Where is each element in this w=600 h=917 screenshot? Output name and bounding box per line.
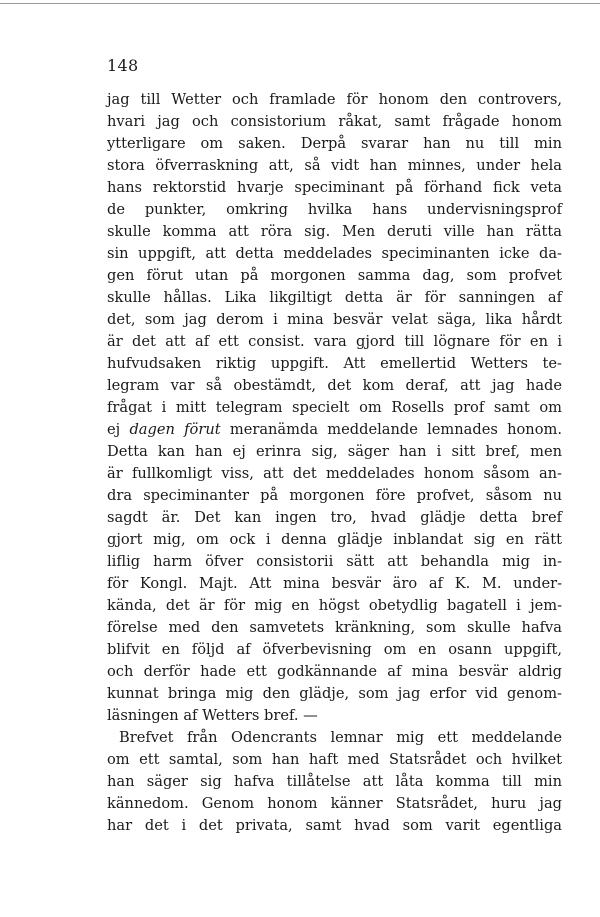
- text-segment: förelse med den samvetets kränkning, som skulle hafva: [107, 619, 562, 636]
- text-segment: gjort mig, om ock i denna glädje inblandat sig en rätt: [107, 531, 562, 548]
- text-line: [107, 595, 562, 617]
- text-segment: dra speciminanter på morgonen före profvet, såsom nu: [107, 487, 562, 504]
- text-segment: liflig harm öfver consistorii sätt att behandla mig in-: [107, 553, 562, 570]
- text-line: [107, 551, 562, 573]
- text-segment: det, som jag derom i mina besvär velat säga, lika hårdt: [107, 311, 562, 328]
- text-line: [107, 111, 562, 133]
- top-edge-rule: [0, 3, 600, 4]
- text-segment: skulle komma att röra sig. Men deruti ville han rätta: [107, 223, 562, 240]
- text-line: [107, 89, 562, 111]
- text-line: [107, 177, 562, 199]
- text-segment: blifvit en följd af öfverbevisning om en osann uppgift,: [107, 641, 562, 658]
- text-segment: hans rektorstid hvarje speciminant på förhand fick veta: [107, 179, 562, 196]
- text-line: [107, 309, 562, 331]
- text-line: [107, 375, 562, 397]
- text-line: [107, 573, 562, 595]
- text-line: [107, 221, 562, 243]
- text-line: [107, 441, 562, 463]
- text-line: [107, 749, 562, 771]
- text-segment: och derför hade ett godkännande af mina besvär aldrig: [107, 663, 562, 680]
- text-segment: hvari jag och consistorium råkat, samt frågade honom: [107, 113, 562, 130]
- text-segment: hufvudsaken riktig uppgift. Att emellertid Wetters te-: [107, 355, 562, 372]
- text-segment: legram var så obestämdt, det kom deraf, att jag hade: [107, 377, 562, 394]
- text-line: [107, 397, 562, 419]
- text-line: [107, 639, 562, 661]
- text-line: [107, 507, 562, 529]
- text-segment: Brefvet från Odencrants lemnar mig ett meddelande: [119, 729, 562, 746]
- text-segment: de punkter, omkring hvilka hans undervisningsprof: [107, 201, 562, 218]
- text-segment: kunnat bringa mig den glädje, som jag erfor vid genom-: [107, 685, 562, 702]
- italic-phrase: dagen förut: [129, 421, 221, 438]
- text-line: [107, 243, 562, 265]
- text-line: [107, 771, 562, 793]
- text-line: [107, 133, 562, 155]
- text-segment: kända, det är för mig en högst obetydlig bagatell i jem-: [107, 597, 562, 614]
- text-segment: har det i det privata, samt hvad som varit egentliga: [107, 817, 562, 834]
- text-segment: är det att af ett consist. vara gjord till lögnare för en i: [107, 333, 562, 350]
- text-line: [107, 727, 562, 749]
- text-segment: skulle hållas. Lika likgiltigt detta är för sanningen af: [107, 289, 562, 306]
- text-segment: ytterligare om saken. Derpå svarar han nu till min: [107, 135, 562, 152]
- page-number: 148: [107, 56, 139, 75]
- text-line: [107, 705, 562, 727]
- text-line: [107, 199, 562, 221]
- text-segment: Detta kan han ej erinra sig, säger han i sitt bref, men: [107, 443, 562, 460]
- text-segment: gen förut utan på morgonen samma dag, som profvet: [107, 267, 562, 284]
- text-line: [107, 331, 562, 353]
- text-segment: kännedom. Genom honom känner Statsrådet, huru jag: [107, 795, 562, 812]
- text-line: [107, 815, 562, 837]
- text-line: [107, 617, 562, 639]
- text-line: [107, 419, 562, 441]
- text-segment: meranämda meddelande lemnades honom.: [220, 421, 562, 438]
- text-segment: är fullkomligt viss, att det meddelades honom såsom an-: [107, 465, 562, 482]
- text-line: [107, 661, 562, 683]
- text-segment: för Kongl. Majt. Att mina besvär äro af K. M. under-: [107, 575, 562, 592]
- text-line: [107, 287, 562, 309]
- text-line: [107, 529, 562, 551]
- text-line: [107, 265, 562, 287]
- text-segment: jag till Wetter och framlade för honom den controvers,: [107, 91, 562, 108]
- text-line: [107, 793, 562, 815]
- text-segment: sagdt är. Det kan ingen tro, hvad glädje detta bref: [107, 509, 562, 526]
- text-line: [107, 683, 562, 705]
- text-segment: läsningen af Wetters bref. —: [107, 707, 318, 724]
- text-segment: frågat i mitt telegram specielt om Rosells prof samt om: [107, 399, 562, 416]
- text-segment: ej: [107, 421, 130, 438]
- text-segment: stora öfverraskning att, så vidt han minnes, under hela: [107, 157, 562, 174]
- text-line: [107, 353, 562, 375]
- body-text: [107, 89, 562, 837]
- text-segment: om ett samtal, som han haft med Statsrådet och hvilket: [107, 751, 562, 768]
- text-line: [107, 155, 562, 177]
- text-line: [107, 463, 562, 485]
- text-segment: sin uppgift, att detta meddelades speciminanten icke da-: [107, 245, 562, 262]
- text-line: [107, 485, 562, 507]
- text-segment: han säger sig hafva tillåtelse att låta komma till min: [107, 773, 562, 790]
